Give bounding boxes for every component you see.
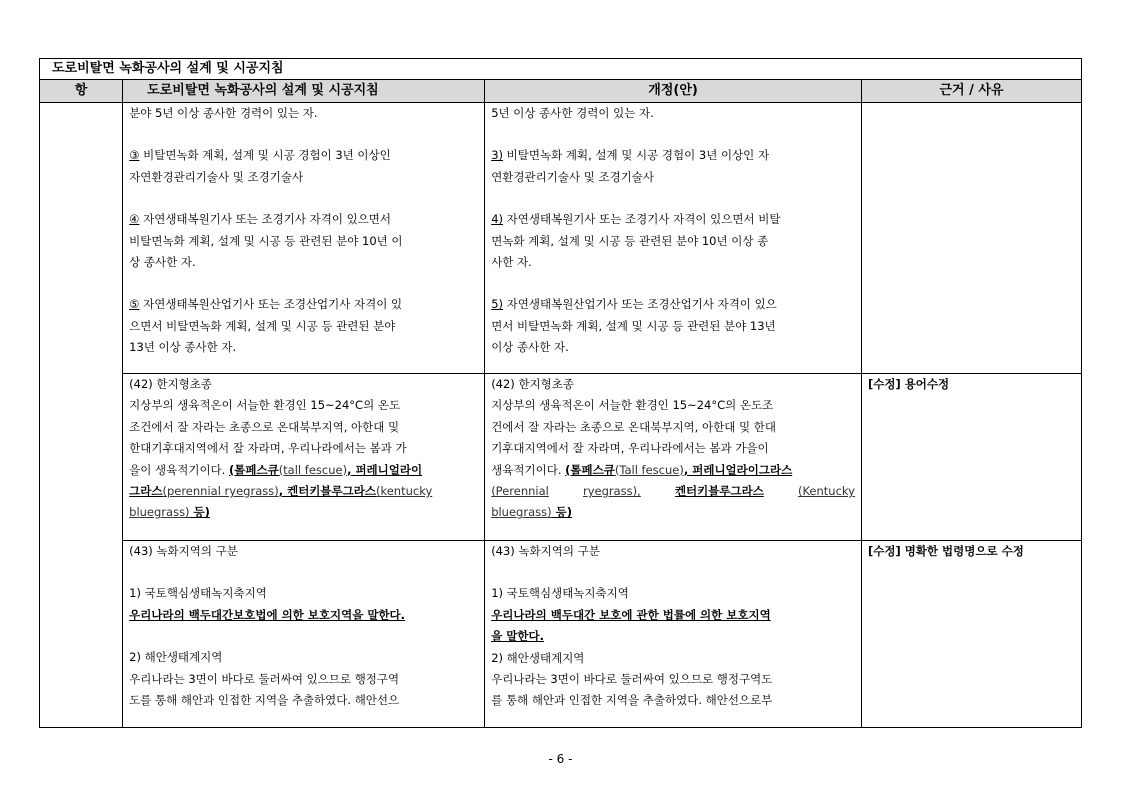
table-row [40, 103, 1082, 374]
text-line: 자연생태복원산업기사 또는 조경산업기사 자격이 있 [139, 297, 403, 312]
original-cell [123, 374, 485, 541]
text-span: (perennial ryegrass) [162, 484, 279, 499]
page-number: - 6 - [548, 752, 573, 766]
header-original: 도로비탈면 녹화공사의 설계 및 시공지침 [123, 80, 485, 103]
text-line: 도를 통해 해안과 인접한 지역을 추출하였다. 해안선으 [129, 693, 400, 708]
text-line: 한대기후대지역에서 잘 자라며, 우리나라에서는 봄과 가 [129, 441, 407, 456]
text-span: (Tall fescue) [614, 462, 684, 477]
text-line: 비탈면녹화 계획, 설계 및 시공 경험이 3년 이상인 자 [503, 148, 770, 163]
text-span: (tall fescue) [278, 462, 348, 477]
text-line: 1) 국토핵심생태녹지축지역 [129, 586, 267, 601]
text-line: 기후대지역에서 잘 자라며, 우리나라에서는 봄과 가을이 [491, 441, 769, 456]
table-row [40, 541, 1082, 728]
text-span: (Kentucky [797, 484, 855, 499]
text-line: 우리나라의 백두대간 보호에 관한 법률에 의한 보호지역 [491, 607, 771, 622]
text-span: 생육적기이다. [491, 462, 566, 477]
text-line: 13년 이상 종사한 자. [129, 340, 237, 355]
text-line: 조건에서 잘 자라는 초종으로 온대북부지역, 아한대 및 [129, 419, 400, 434]
text-line: 2) 해안생태계지역 [491, 650, 585, 665]
item-number: 4) [491, 212, 503, 227]
header-article: 항 [40, 80, 123, 103]
text-line: 지상부의 생육적온이 서늘한 환경인 15~24°C의 온도 [129, 398, 401, 413]
original-cell [123, 541, 485, 728]
item-heading: (43) 녹화지역의 구분 [129, 544, 238, 558]
text-span: 켄터키블루그라스 [674, 484, 764, 499]
text-line: 비탈면녹화 계획, 설계 및 시공 경험이 3년 이상인 [139, 148, 391, 163]
text-span: ryegrass), [582, 484, 641, 499]
text-span: 그라스 [129, 484, 163, 499]
text-line: 상 종사한 자. [129, 255, 196, 270]
original-cell [123, 103, 485, 374]
text-line: 면녹화 계획, 설계 및 시공 등 관련된 분야 10년 이상 종 [491, 233, 769, 248]
text-line: 우리나라는 3면이 바다로 둘러싸여 있으므로 행정구역도 [491, 672, 773, 687]
reason-cell: [수정] 용어수정 [861, 374, 1081, 541]
text-line: 분야 5년 이상 종사한 경력이 있는 자. [129, 106, 318, 120]
text-span: (톨페스큐 [565, 462, 615, 477]
header-revision: 개정(안) [485, 80, 862, 103]
revision-cell [485, 103, 862, 374]
text-line: 으면서 비탈면녹화 계획, 설계 및 시공 등 관련된 분야 [129, 318, 396, 333]
text-line: 자연생태복원산업기사 또는 조경산업기사 자격이 있으 [503, 297, 777, 312]
text-line: 우리나라는 3면이 바다로 둘러싸여 있으므로 행정구역 [129, 671, 400, 686]
text-line: 을 말한다. [491, 629, 544, 644]
text-line: 이상 종사한 자. [491, 340, 569, 355]
text-line: 비탈면녹화 계획, 설계 및 시공 등 관련된 분야 10년 이 [129, 233, 403, 248]
item-number: ④ [129, 212, 140, 227]
revision-table [39, 58, 1082, 728]
header-reason: 근거 / 사유 [861, 80, 1081, 103]
item-number: 5) [491, 297, 503, 312]
text-span: 등) [551, 505, 572, 520]
text-span: (톨페스큐 [228, 462, 279, 477]
text-line: 를 통해 해안과 인접한 지역을 추출하였다. 해안선으로부 [491, 693, 773, 708]
text-span: , 퍼레니얼라이그라스 [683, 462, 793, 477]
text-span: 등) [189, 505, 210, 520]
revision-cell [485, 541, 862, 728]
item-heading: (42) 한지형초종 [129, 377, 212, 391]
reason-cell: [수정] 명확한 법령명으로 수정 [861, 541, 1081, 728]
item-heading: (42) 한지형초종 [491, 377, 574, 391]
text-line: 면서 비탈면녹화 계획, 설계 및 시공 등 관련된 분야 13년 [491, 318, 776, 333]
text-line: 연환경관리기술사 및 조경기술사 [491, 169, 655, 184]
text-span: , 퍼레니얼라이 [347, 462, 423, 477]
item-number: ③ [129, 148, 140, 163]
text-line: 건에서 잘 자라는 초종으로 온대북부지역, 아한대 및 한대 [491, 419, 776, 434]
table-row [40, 374, 1082, 541]
text-line: 자연생태복원기사 또는 조경기사 자격이 있으면서 [139, 212, 392, 227]
text-span: (Perennial [491, 484, 549, 499]
text-span: , 켄터키블루그라스 [278, 484, 376, 499]
text-span: (kentucky [375, 484, 433, 499]
article-cell [40, 103, 123, 728]
text-line: 사한 자. [491, 255, 532, 270]
item-heading: (43) 녹화지역의 구분 [491, 544, 600, 558]
reason-cell [861, 103, 1081, 374]
text-line: 1) 국토핵심생태녹지축지역 [491, 586, 629, 601]
text-span: bluegrass) [129, 505, 190, 520]
text-line: 5년 이상 종사한 경력이 있는 자. [491, 106, 654, 120]
text-span: bluegrass) [491, 505, 552, 520]
text-line: 2) 해안생태계지역 [129, 650, 223, 665]
text-span: 을이 생육적기이다. [129, 462, 229, 477]
text-line: 자연생태복원기사 또는 조경기사 자격이 있으면서 비탈 [503, 212, 781, 227]
text-line: 우리나라의 백두대간보호법에 의한 보호지역을 말한다. [129, 607, 406, 622]
item-number: 3) [491, 148, 503, 163]
text-line: 자연환경관리기술사 및 조경기술사 [129, 169, 304, 184]
item-number: ⑤ [129, 297, 140, 312]
text-line: 지상부의 생육적온이 서늘한 환경인 15~24°C의 온도조 [491, 398, 774, 413]
document-title: 도로비탈면 녹화공사의 설계 및 시공지침 [40, 59, 1082, 80]
revision-cell [485, 374, 862, 541]
